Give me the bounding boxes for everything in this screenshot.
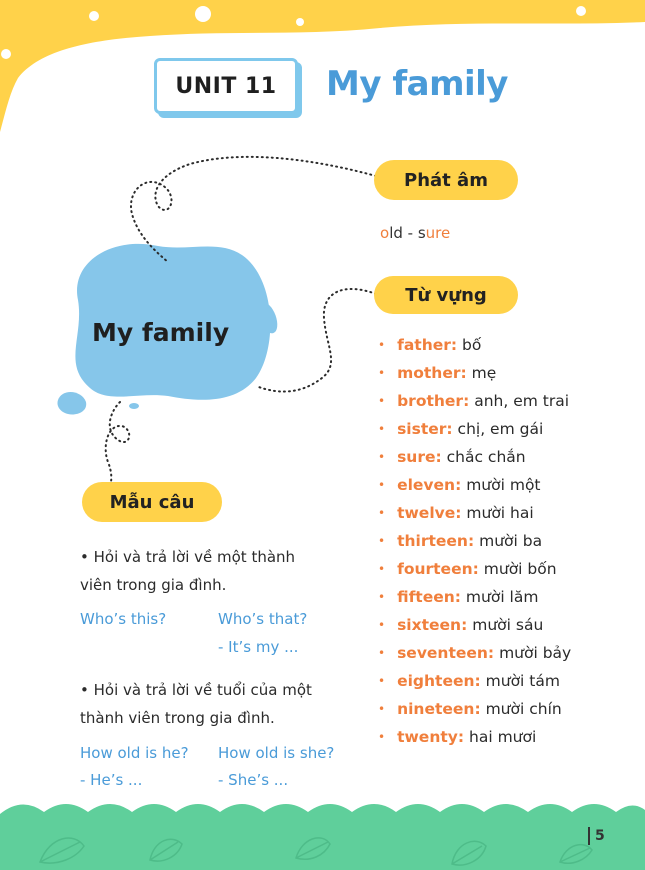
- bullet-icon: •: [378, 730, 386, 744]
- vocab-meaning: mười tám: [485, 672, 560, 690]
- phonics-highlight: ure: [425, 224, 451, 242]
- decor-dot: [195, 6, 211, 22]
- vocab-item: [378, 502, 571, 530]
- vocab-word: nineteen:: [397, 700, 481, 718]
- vocab-item: [378, 362, 571, 390]
- vocab-item: [378, 586, 571, 614]
- question-how-old-he: How old is he?: [80, 744, 189, 762]
- question-who-that: Who’s that?: [218, 610, 308, 628]
- bullet-icon: •: [378, 674, 386, 688]
- vocab-meaning: mười một: [466, 476, 541, 494]
- vocab-word: sixteen:: [397, 616, 468, 634]
- tu-vung-heading: Từ vựng: [374, 276, 518, 314]
- unit-badge: [154, 58, 298, 114]
- bullet-icon: •: [378, 618, 386, 632]
- decor-dot: [89, 11, 99, 21]
- desc-line: viên trong gia đình.: [80, 576, 227, 594]
- bullet-icon: •: [378, 394, 386, 408]
- desc-line: • Hỏi và trả lời về tuổi của một: [80, 681, 312, 699]
- vocab-word: twenty:: [397, 728, 465, 746]
- vocab-word: father:: [397, 336, 458, 354]
- vocab-item: [378, 390, 571, 418]
- answer-hes: - He’s ...: [80, 771, 143, 789]
- bottom-green-band: [0, 804, 645, 870]
- bullet-icon: •: [378, 506, 386, 520]
- vocab-word: brother:: [397, 392, 470, 410]
- vocab-item: [378, 670, 571, 698]
- vocab-item: [378, 530, 571, 558]
- phonics-text: ld: [389, 224, 403, 242]
- answer-its-my: - It’s my ...: [218, 638, 299, 656]
- bullet-icon: •: [378, 366, 386, 380]
- desc-line: thành viên trong gia đình.: [80, 709, 275, 727]
- phat-am-heading: Phát âm: [374, 160, 518, 200]
- vocab-word: fifteen:: [397, 588, 461, 606]
- vocab-meaning: chắc chắn: [446, 448, 526, 466]
- bullet-icon: •: [378, 338, 386, 352]
- bullet-icon: •: [378, 534, 386, 548]
- blue-blob-drop: [57, 392, 86, 415]
- dotted-connector: [131, 157, 376, 262]
- question-who-this: Who’s this?: [80, 610, 167, 628]
- dotted-connector: [256, 289, 376, 392]
- vocab-word: fourteen:: [397, 560, 479, 578]
- vocab-meaning: hai mươi: [469, 728, 537, 746]
- vocab-word: seventeen:: [397, 644, 495, 662]
- vocab-meaning: mười hai: [466, 504, 534, 522]
- decor-dot: [576, 6, 586, 16]
- sentence-pattern-2-desc: [80, 676, 312, 732]
- vocab-item: [378, 446, 571, 474]
- desc-line: • Hỏi và trả lời về một thành: [80, 548, 296, 566]
- vocab-word: eighteen:: [397, 672, 481, 690]
- phonics-words: [380, 224, 450, 242]
- bullet-icon: •: [378, 646, 386, 660]
- vocab-item: [378, 726, 571, 754]
- bullet-icon: •: [378, 702, 386, 716]
- vocabulary-list: [378, 334, 571, 754]
- vocab-meaning: anh, em trai: [474, 392, 570, 410]
- vocab-meaning: mười bảy: [499, 644, 572, 662]
- vocab-meaning: mười chín: [485, 700, 562, 718]
- vocab-meaning: chị, em gái: [457, 420, 544, 438]
- vocab-item: [378, 558, 571, 586]
- bullet-icon: •: [378, 422, 386, 436]
- decor-dot: [296, 18, 304, 26]
- vocab-meaning: mười lăm: [465, 588, 539, 606]
- answer-shes: - She’s ...: [218, 771, 289, 789]
- vocab-word: eleven:: [397, 476, 462, 494]
- vocab-word: thirteen:: [397, 532, 475, 550]
- vocab-item: [378, 418, 571, 446]
- phonics-highlight: o: [380, 224, 390, 242]
- vocab-item: [378, 698, 571, 726]
- bullet-icon: •: [378, 562, 386, 576]
- bullet-icon: •: [378, 450, 386, 464]
- vocab-meaning: bố: [462, 336, 482, 354]
- vocab-meaning: mười bốn: [483, 560, 557, 578]
- vocab-item: [378, 642, 571, 670]
- phonics-text: - s: [402, 224, 426, 242]
- vocab-item: [378, 474, 571, 502]
- vocab-item: [378, 614, 571, 642]
- mindmap-center-label: My family: [92, 318, 230, 347]
- vocab-meaning: mẹ: [471, 364, 497, 382]
- dotted-connector: [106, 402, 130, 486]
- vocab-word: twelve:: [397, 504, 462, 522]
- mau-cau-heading: Mẫu câu: [82, 482, 222, 522]
- page-number: 5: [588, 827, 605, 845]
- page-title: My family: [326, 64, 508, 104]
- vocab-meaning: mười sáu: [472, 616, 544, 634]
- bullet-icon: •: [378, 590, 386, 604]
- bullet-icon: •: [378, 478, 386, 492]
- decor-dot: [1, 49, 11, 59]
- question-how-old-she: How old is she?: [218, 744, 335, 762]
- vocab-word: sure:: [397, 448, 442, 466]
- vocab-word: mother:: [397, 364, 467, 382]
- vocab-meaning: mười ba: [479, 532, 543, 550]
- sentence-pattern-1-desc: [80, 543, 295, 599]
- vocab-item: [378, 334, 571, 362]
- blue-blob-drop: [129, 403, 139, 409]
- unit-label: UNIT 11: [175, 73, 277, 99]
- vocab-word: sister:: [397, 420, 453, 438]
